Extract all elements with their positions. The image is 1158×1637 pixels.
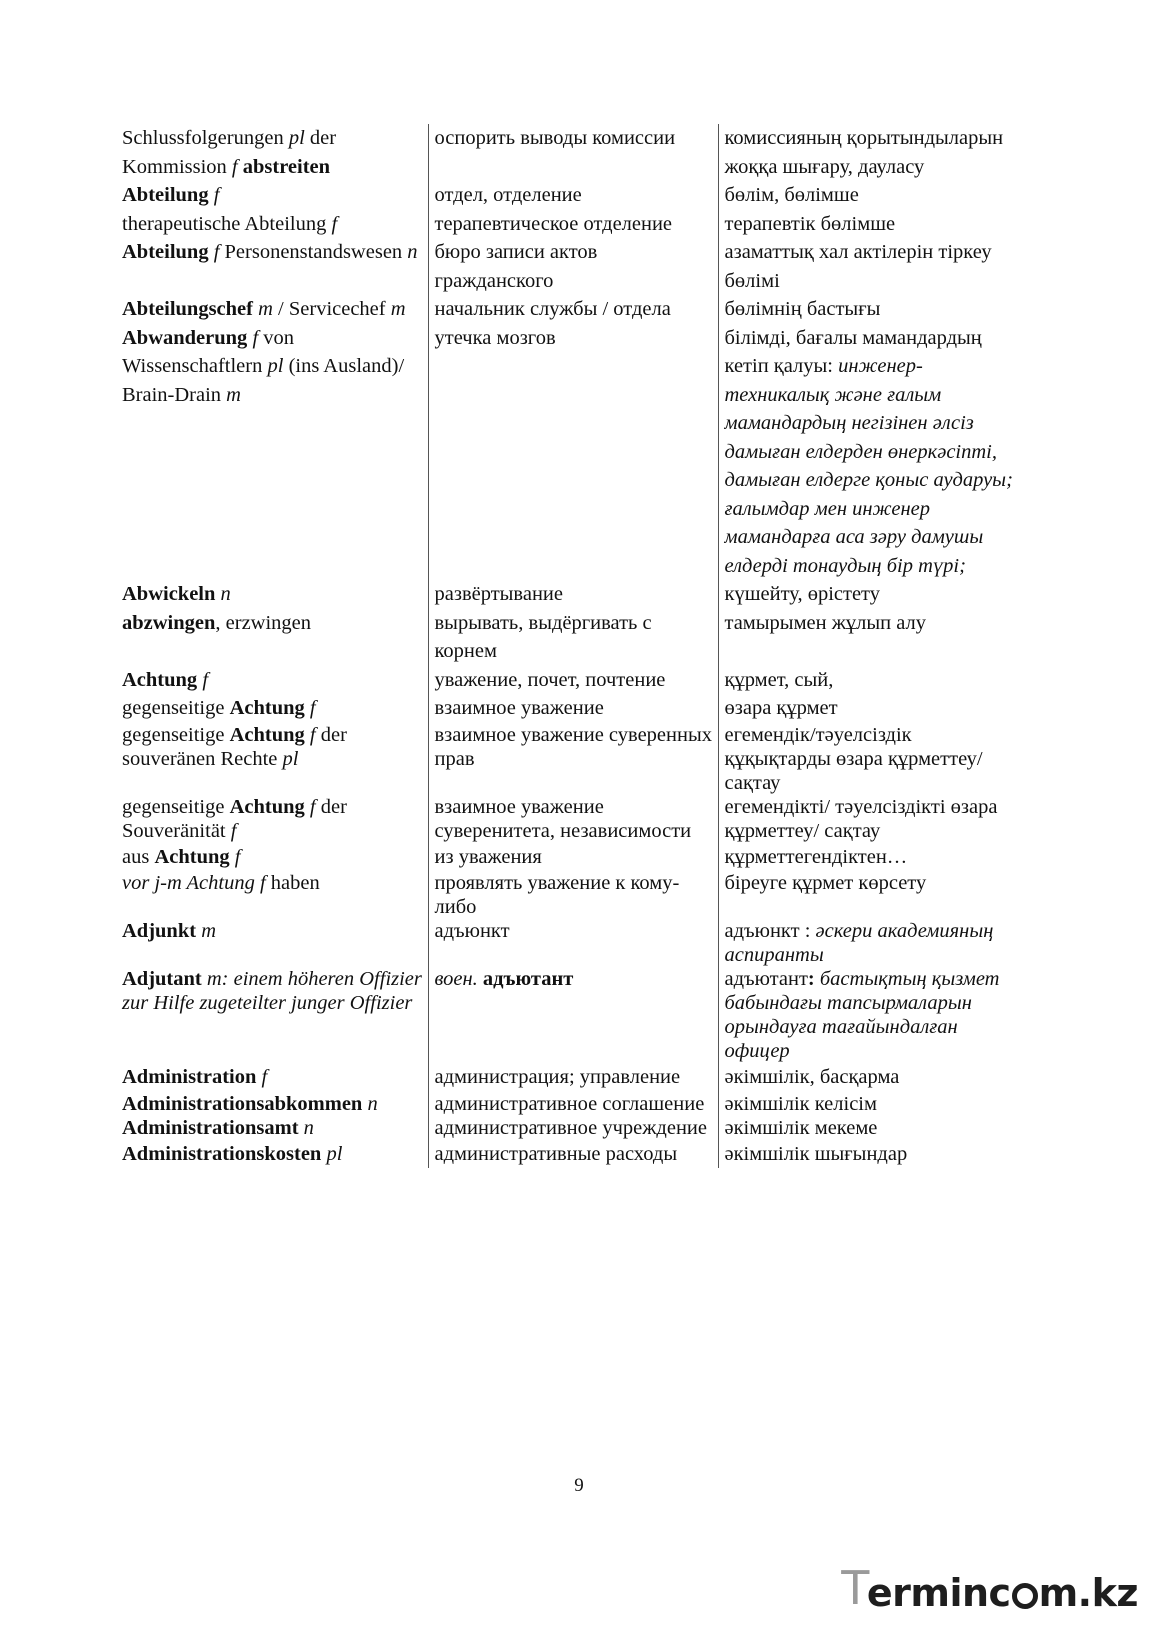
german-term-text: f [331, 212, 338, 235]
german-term-text: gegenseitige [122, 723, 230, 746]
kazakh-translation-cell [718, 210, 1015, 239]
dictionary-row [115, 609, 1015, 666]
termincom-logo [841, 1561, 1138, 1615]
german-term-text: n [303, 1116, 314, 1139]
german-term-text: m: einem höheren Offizier zur Hilfe zugeteilter junger Offizier [122, 968, 422, 1014]
kazakh-translation-cell [718, 1116, 1015, 1140]
german-term-cell [115, 295, 428, 324]
dictionary-row [115, 919, 1015, 967]
russian-translation-cell [428, 1140, 718, 1169]
kazakh-translation-cell [718, 324, 1015, 581]
russian-translation-cell [428, 919, 718, 967]
kazakh-translation-text: комиссияның қорытындыларын жоққа шығару, дауласу [724, 127, 1004, 178]
dictionary-row [115, 181, 1015, 210]
kazakh-translation-cell [718, 1140, 1015, 1169]
dictionary-row [115, 1063, 1015, 1092]
dictionary-row [115, 1116, 1015, 1140]
logo-o-mark [1012, 1583, 1038, 1609]
german-term-text: f [309, 697, 316, 719]
russian-translation-text: начальник службы / отдела [434, 298, 671, 320]
dictionary-body [115, 124, 1015, 1168]
kazakh-translation-cell [718, 609, 1015, 666]
dictionary-row [115, 210, 1015, 239]
dictionary-row [115, 580, 1015, 609]
german-term-text: n [407, 241, 418, 263]
german-term-text: Achtung [229, 795, 305, 818]
german-term-text: (ins Ausland)/ Brain-Drain [122, 355, 405, 406]
russian-translation-text: адъютант [482, 968, 574, 990]
kazakh-translation-cell [718, 1092, 1015, 1116]
kazakh-translation-text: біреуге құрмет көрсету [724, 872, 927, 894]
kazakh-translation-cell [718, 238, 1015, 295]
german-term-text: Achtung [229, 723, 305, 746]
russian-translation-text: проявлять уважение к кому-либо [434, 872, 680, 918]
kazakh-translation-text: білімді, бағалы мамандардың кетіп қалуы: [724, 326, 982, 377]
german-term-cell [115, 666, 428, 695]
german-term-text: abzwingen [122, 611, 216, 634]
russian-translation-cell [428, 1063, 718, 1092]
german-term-text: vor j-m Achtung f [122, 872, 266, 894]
russian-translation-cell [428, 723, 718, 795]
german-term-text: Achtung [229, 697, 305, 719]
dictionary-row [115, 238, 1015, 295]
german-term-text: f [213, 184, 220, 206]
russian-translation-text: уважение, почет, почтение [434, 668, 666, 691]
dictionary-row [115, 1092, 1015, 1116]
german-term-cell [115, 694, 428, 723]
german-term-text: pl [267, 355, 284, 377]
german-term-text: Administration [122, 1066, 257, 1088]
kazakh-translation-text: инженер-техникалық және ғалым мамандардың негізінен әлсіз дамыған елдерден өнеркәсіпті, дамыған елдерге қоныс аударуы; ғалымдар мен инженер мамандарға аса зәру дамушы елдерді тонаудың бір түрі; [724, 355, 1013, 577]
german-term-text: f [309, 795, 316, 818]
kazakh-translation-text: өзара құрмет [724, 697, 838, 719]
kazakh-translation-cell [718, 843, 1015, 872]
russian-translation-cell [428, 694, 718, 723]
russian-translation-text: взаимное уважение суверенитета, независимости [434, 795, 692, 842]
kazakh-translation-text: азаматтық хал актілерін тіркеу бөлімі [724, 241, 992, 292]
german-term-cell [115, 609, 428, 666]
russian-translation-text: оспорить выводы комиссии [434, 127, 676, 149]
kazakh-translation-text: әкімшілік, басқарма [724, 1066, 900, 1088]
dictionary-row [115, 967, 1015, 1063]
kazakh-translation-text: әкімшілік келісім [724, 1092, 877, 1115]
russian-translation-cell [428, 609, 718, 666]
russian-translation-text: административное соглашение [434, 1092, 705, 1115]
kazakh-translation-cell [718, 124, 1015, 181]
kazakh-translation-cell [718, 871, 1015, 919]
kazakh-translation-text: егемендікті/ тәуелсіздікті өзара құрметтеу/ сақтау [724, 795, 998, 842]
kazakh-translation-text: күшейту, өрістету [724, 583, 880, 605]
german-term-text: Administrationsabkommen [122, 1092, 363, 1115]
logo-text-c: c [988, 1571, 1011, 1615]
russian-translation-text: администрация; управление [434, 1066, 681, 1088]
german-term-cell [115, 181, 428, 210]
german-term-text: pl [288, 127, 305, 149]
german-term-text: pl [282, 747, 299, 770]
kazakh-translation-text: адъютант [724, 968, 808, 990]
dictionary-row [115, 666, 1015, 695]
german-term-text: Adjutant [122, 968, 202, 990]
dictionary-row [115, 1140, 1015, 1169]
german-term-text: f [261, 1066, 268, 1088]
kazakh-translation-cell [718, 181, 1015, 210]
russian-translation-text: бюро записи актов гражданского [434, 241, 598, 292]
german-term-text: f [231, 155, 238, 178]
kazakh-translation-text: бөлімнің бастығы [724, 298, 881, 320]
russian-translation-cell [428, 324, 718, 581]
german-term-text: Adjunkt [122, 920, 197, 942]
kazakh-translation-text: терапевтік бөлімше [724, 212, 896, 235]
kazakh-translation-text: әкімшілік мекеме [724, 1116, 878, 1139]
kazakh-translation-cell [718, 723, 1015, 795]
german-term-text: der Kommission [122, 127, 337, 178]
german-term-cell [115, 1092, 428, 1116]
kazakh-translation-cell [718, 1063, 1015, 1092]
russian-translation-cell [428, 1092, 718, 1116]
russian-translation-text: административное учреждение [434, 1116, 707, 1139]
german-term-text: Abwickeln [122, 583, 216, 605]
german-term-cell [115, 580, 428, 609]
russian-translation-cell [428, 295, 718, 324]
german-term-cell [115, 795, 428, 843]
german-term-text: f [230, 819, 237, 842]
russian-translation-text: отдел, отделение [434, 184, 582, 206]
russian-translation-text: утечка мозгов [434, 326, 556, 349]
german-term-cell [115, 871, 428, 919]
russian-translation-cell [428, 580, 718, 609]
russian-translation-text: воен. [434, 968, 478, 990]
kazakh-translation-text: құрметтегендіктен… [724, 845, 908, 868]
german-term-cell [115, 324, 428, 581]
german-term-text: Schlussfolgerungen [122, 127, 289, 149]
german-term-text: von Wissenschaftlern [122, 326, 295, 377]
german-term-text: Abteilung [122, 241, 209, 263]
russian-translation-cell [428, 666, 718, 695]
german-term-text: , erzwingen [215, 611, 312, 634]
kazakh-translation-cell [718, 919, 1015, 967]
german-term-text: Administrationsamt [122, 1116, 299, 1139]
kazakh-translation-text: егемендік/тәуелсіздік құқықтарды өзара құрметтеу/сақтау [724, 723, 983, 794]
russian-translation-cell [428, 843, 718, 872]
dictionary-row [115, 843, 1015, 872]
german-term-cell [115, 1116, 428, 1140]
german-term-text: m [226, 383, 241, 406]
russian-translation-cell [428, 1116, 718, 1140]
logo-text-m-kz: m.kz [1038, 1571, 1138, 1615]
kazakh-translation-cell [718, 295, 1015, 324]
russian-translation-text: взаимное уважение [434, 697, 604, 719]
german-term-text: Abwanderung [122, 326, 248, 349]
german-term-cell [115, 919, 428, 967]
german-term-text: f [202, 668, 209, 691]
russian-translation-text: взаимное уважение суверенных прав [434, 723, 712, 770]
german-term-cell [115, 843, 428, 872]
kazakh-translation-cell [718, 795, 1015, 843]
logo-t-mark: T [841, 1561, 869, 1615]
russian-translation-text: терапевтическое отделение [434, 212, 673, 235]
kazakh-translation-text: әскери академияның аспиранты [724, 920, 994, 966]
kazakh-translation-cell [718, 967, 1015, 1063]
kazakh-translation-text: бөлім, бөлімше [724, 184, 859, 206]
russian-translation-cell [428, 210, 718, 239]
russian-translation-cell [428, 181, 718, 210]
russian-translation-cell [428, 238, 718, 295]
russian-translation-cell [428, 795, 718, 843]
kazakh-translation-text: адъюнкт : [724, 920, 816, 942]
kazakh-translation-text: құрмет, сый, [724, 668, 834, 691]
russian-translation-text: вырывать, выдёргивать с корнем [434, 611, 652, 662]
german-term-cell [115, 210, 428, 239]
german-term-text: Personenstandswesen [219, 241, 408, 263]
german-term-text: Achtung [154, 845, 230, 868]
dictionary-row [115, 324, 1015, 581]
dictionary-row [115, 295, 1015, 324]
kazakh-translation-text: : [807, 968, 815, 990]
german-term-text: m [258, 298, 273, 320]
kazakh-translation-text: тамырымен жұлып алу [724, 611, 927, 634]
german-term-text: f [213, 241, 220, 263]
dictionary-row [115, 871, 1015, 919]
page-number: 9 [574, 1475, 584, 1496]
german-term-text: f [252, 326, 259, 349]
german-term-cell [115, 124, 428, 181]
german-term-text: m [390, 298, 406, 320]
dictionary-row [115, 723, 1015, 795]
german-term-text: pl [326, 1142, 343, 1165]
dictionary-table [115, 124, 1015, 1168]
dictionary-row [115, 124, 1015, 181]
german-term-cell [115, 967, 428, 1063]
german-term-text: Abteilung [122, 184, 209, 206]
russian-translation-cell [428, 871, 718, 919]
german-term-text: der souveränen Rechte [122, 723, 347, 770]
kazakh-translation-cell [718, 580, 1015, 609]
german-term-text: haben [265, 872, 320, 894]
russian-translation-cell [428, 967, 718, 1063]
german-term-text: n [367, 1092, 378, 1115]
german-term-cell [115, 1063, 428, 1092]
russian-translation-text: из уважения [434, 845, 542, 868]
russian-translation-text: административные расходы [434, 1142, 678, 1165]
german-term-text: therapeutische Abteilung [122, 212, 332, 235]
russian-translation-text: развёртывание [434, 583, 563, 605]
russian-translation-text: адъюнкт [434, 920, 510, 942]
german-term-text: abstreiten [242, 155, 331, 178]
german-term-text: f [234, 845, 241, 868]
german-term-cell [115, 238, 428, 295]
german-term-text: / Servicechef [272, 298, 391, 320]
dictionary-row [115, 795, 1015, 843]
german-term-text: f [309, 723, 316, 746]
logo-text-ermin: ermin [866, 1571, 989, 1615]
german-term-text: m [201, 920, 216, 942]
kazakh-translation-text: әкімшілік шығындар [724, 1142, 908, 1165]
german-term-cell [115, 1140, 428, 1169]
german-term-text: Achtung [122, 668, 198, 691]
german-term-text: gegenseitige [122, 795, 230, 818]
kazakh-translation-text: бастықтың қызмет бабындағы тапсырмаларын орындауға тағайындалған офицер [724, 968, 1000, 1062]
german-term-text: aus [122, 845, 155, 868]
german-term-text: Administrationskosten [122, 1142, 322, 1165]
russian-translation-cell [428, 124, 718, 181]
german-term-text: Abteilungschef [122, 298, 253, 320]
german-term-text: gegenseitige [122, 697, 230, 719]
german-term-cell [115, 723, 428, 795]
dictionary-row [115, 694, 1015, 723]
kazakh-translation-cell [718, 666, 1015, 695]
german-term-text: der Souveränität [122, 795, 347, 842]
german-term-text: n [220, 583, 231, 605]
kazakh-translation-cell [718, 694, 1015, 723]
